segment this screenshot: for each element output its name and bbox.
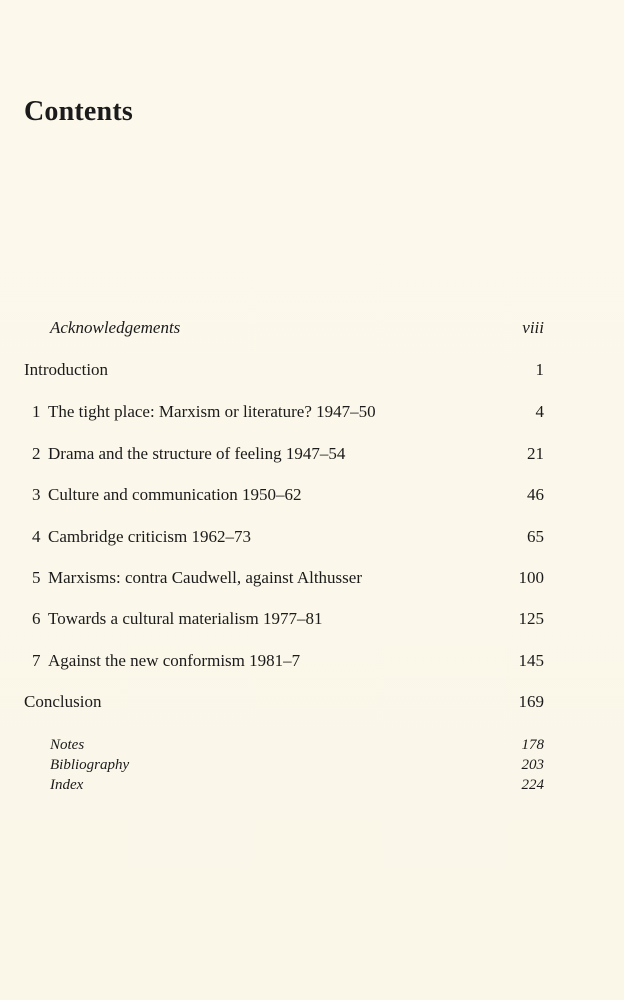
toc-entry-chapter-7 [24, 651, 544, 671]
toc-entry-page: 21 [527, 444, 544, 463]
toc-entry-chapter-3 [24, 485, 544, 505]
toc-entry-notes [50, 735, 544, 755]
toc-entry-page: 224 [521, 777, 544, 793]
toc-entry-page: 178 [521, 737, 544, 753]
toc-entry-number: 5 [32, 568, 41, 587]
toc-entry-page: 4 [535, 402, 544, 421]
toc-entry-acknowledgements [50, 318, 544, 338]
toc-entry-label: Introduction [24, 360, 109, 379]
toc-entry-chapter-1 [24, 402, 544, 422]
toc-entry-page: 145 [518, 651, 544, 670]
toc-entry-chapter-2 [24, 444, 544, 464]
toc-entry-number: 1 [32, 402, 41, 421]
toc-entry-label: Against the new conformism 1981–7 [48, 651, 301, 670]
toc-entry-number: 4 [32, 527, 41, 546]
page-title: Contents [24, 96, 133, 127]
toc-entry-index [50, 775, 544, 795]
toc-entry-bibliography [50, 755, 544, 775]
toc-entry-introduction [24, 360, 544, 380]
toc-entry-number: 2 [32, 444, 41, 463]
toc-entry-number: 7 [32, 651, 41, 670]
toc-entry-chapter-6 [24, 609, 544, 629]
toc-entry-page: 46 [527, 485, 544, 504]
toc-entry-page: 203 [521, 757, 544, 773]
toc-entry-chapter-5 [24, 568, 544, 588]
toc-entry-label: The tight place: Marxism or literature? 1947–50 [48, 402, 376, 421]
toc-entry-chapter-4 [24, 527, 544, 547]
toc-entry-page: viii [522, 318, 544, 337]
toc-entry-label: Index [50, 777, 84, 793]
toc-entry-label: Notes [50, 737, 85, 753]
toc-entry-label: Conclusion [24, 692, 102, 711]
toc-entry-page: 125 [518, 609, 544, 628]
toc-entry-page: 100 [518, 568, 544, 587]
toc-entry-page: 65 [527, 527, 544, 546]
toc-entry-label: Acknowledgements [50, 318, 181, 337]
toc-entry-label: Drama and the structure of feeling 1947–54 [48, 444, 346, 463]
toc-entry-number: 6 [32, 609, 41, 628]
toc-entry-label: Towards a cultural materialism 1977–81 [48, 609, 323, 628]
toc-entry-number: 3 [32, 485, 41, 504]
toc-entry-label: Culture and communication 1950–62 [48, 485, 302, 504]
toc-entry-label: Bibliography [50, 757, 130, 773]
toc-entry-label: Cambridge criticism 1962–73 [48, 527, 252, 546]
toc-entry-page: 1 [535, 360, 544, 379]
toc-entry-page: 169 [518, 692, 544, 711]
toc-entry-conclusion [24, 692, 544, 712]
toc-entry-label: Marxisms: contra Caudwell, against Althusser [48, 568, 362, 587]
